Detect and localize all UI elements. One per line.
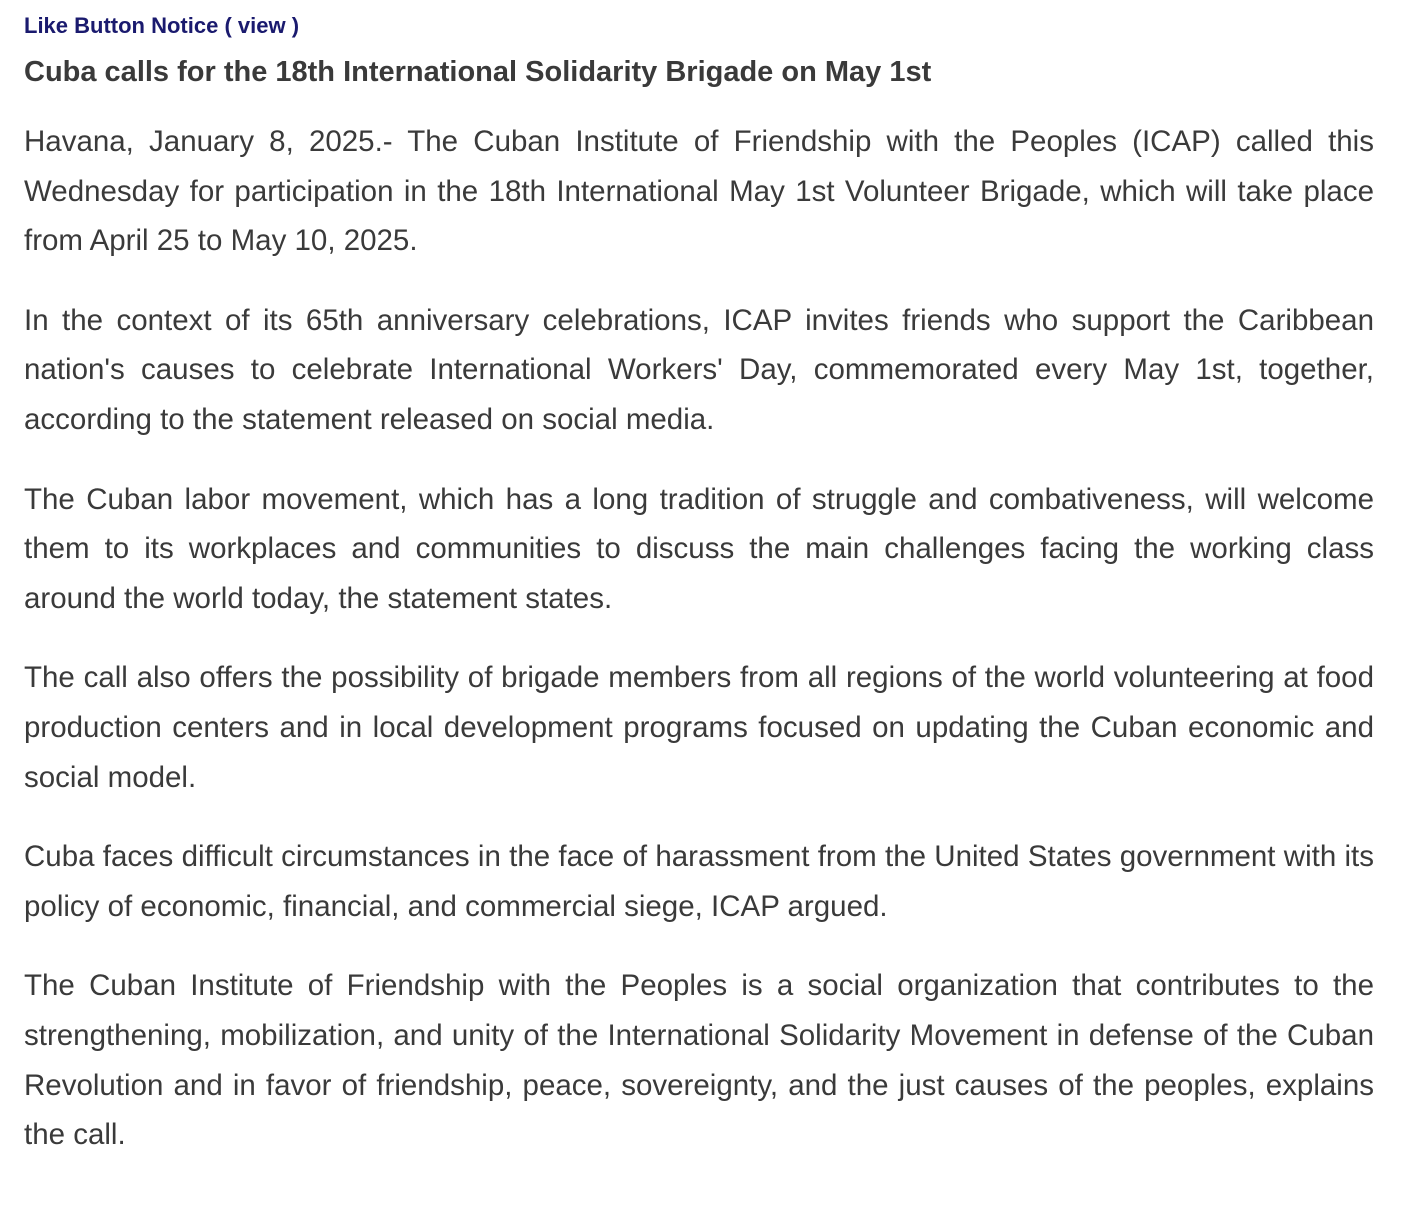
- article-paragraph: In the context of its 65th anniversary celebrations, ICAP invites friends who support the Caribbean nation's causes to celebrate International Workers' Day, commemorated every May 1st, together, according to the statement released on social media.: [24, 303, 1374, 436]
- article-paragraph: The Cuban labor movement, which has a long tradition of struggle and combativeness, will welcome them to its workplaces and communities to discuss the main challenges facing the working class around the world today, the statement states.: [24, 482, 1374, 615]
- notice-view-wrapper: [224, 13, 299, 38]
- article-paragraph: The Cuban Institute of Friendship with the Peoples is a social organization that contributes to the strengthening, mobilization, and unity of the International Solidarity Movement in defense of the Cuban Revolution and in favor of friendship, peace, sovereignty, and the just causes of the peoples, explains the call.: [24, 969, 1374, 1152]
- article-page: [24, 0, 1374, 1190]
- article-paragraph: Havana, January 8, 2025.- The Cuban Institute of Friendship with the Peoples (ICAP) called this Wednesday for participation in the 18th International May 1st Volunteer Brigade, which will take place from April 25 to May 10, 2025.: [24, 125, 1374, 258]
- article-paragraph: Cuba faces difficult circumstances in the face of harassment from the United States government with its policy of economic, financial, and commercial siege, ICAP argued.: [24, 840, 1374, 923]
- notice-label: Like Button Notice: [24, 13, 219, 38]
- view-link[interactable]: view: [237, 13, 286, 38]
- article-paragraph: The call also offers the possibility of brigade members from all regions of the world volunteering at food production centers and in local development programs focused on updating the Cuban economic and social model.: [24, 661, 1374, 794]
- notice-open-paren: (: [224, 13, 232, 38]
- article-body: [24, 117, 1374, 1160]
- article-title: Cuba calls for the 18th International Solidarity Brigade on May 1st: [24, 56, 932, 88]
- like-button-notice: [24, 12, 1374, 40]
- notice-close-paren: ): [291, 13, 300, 38]
